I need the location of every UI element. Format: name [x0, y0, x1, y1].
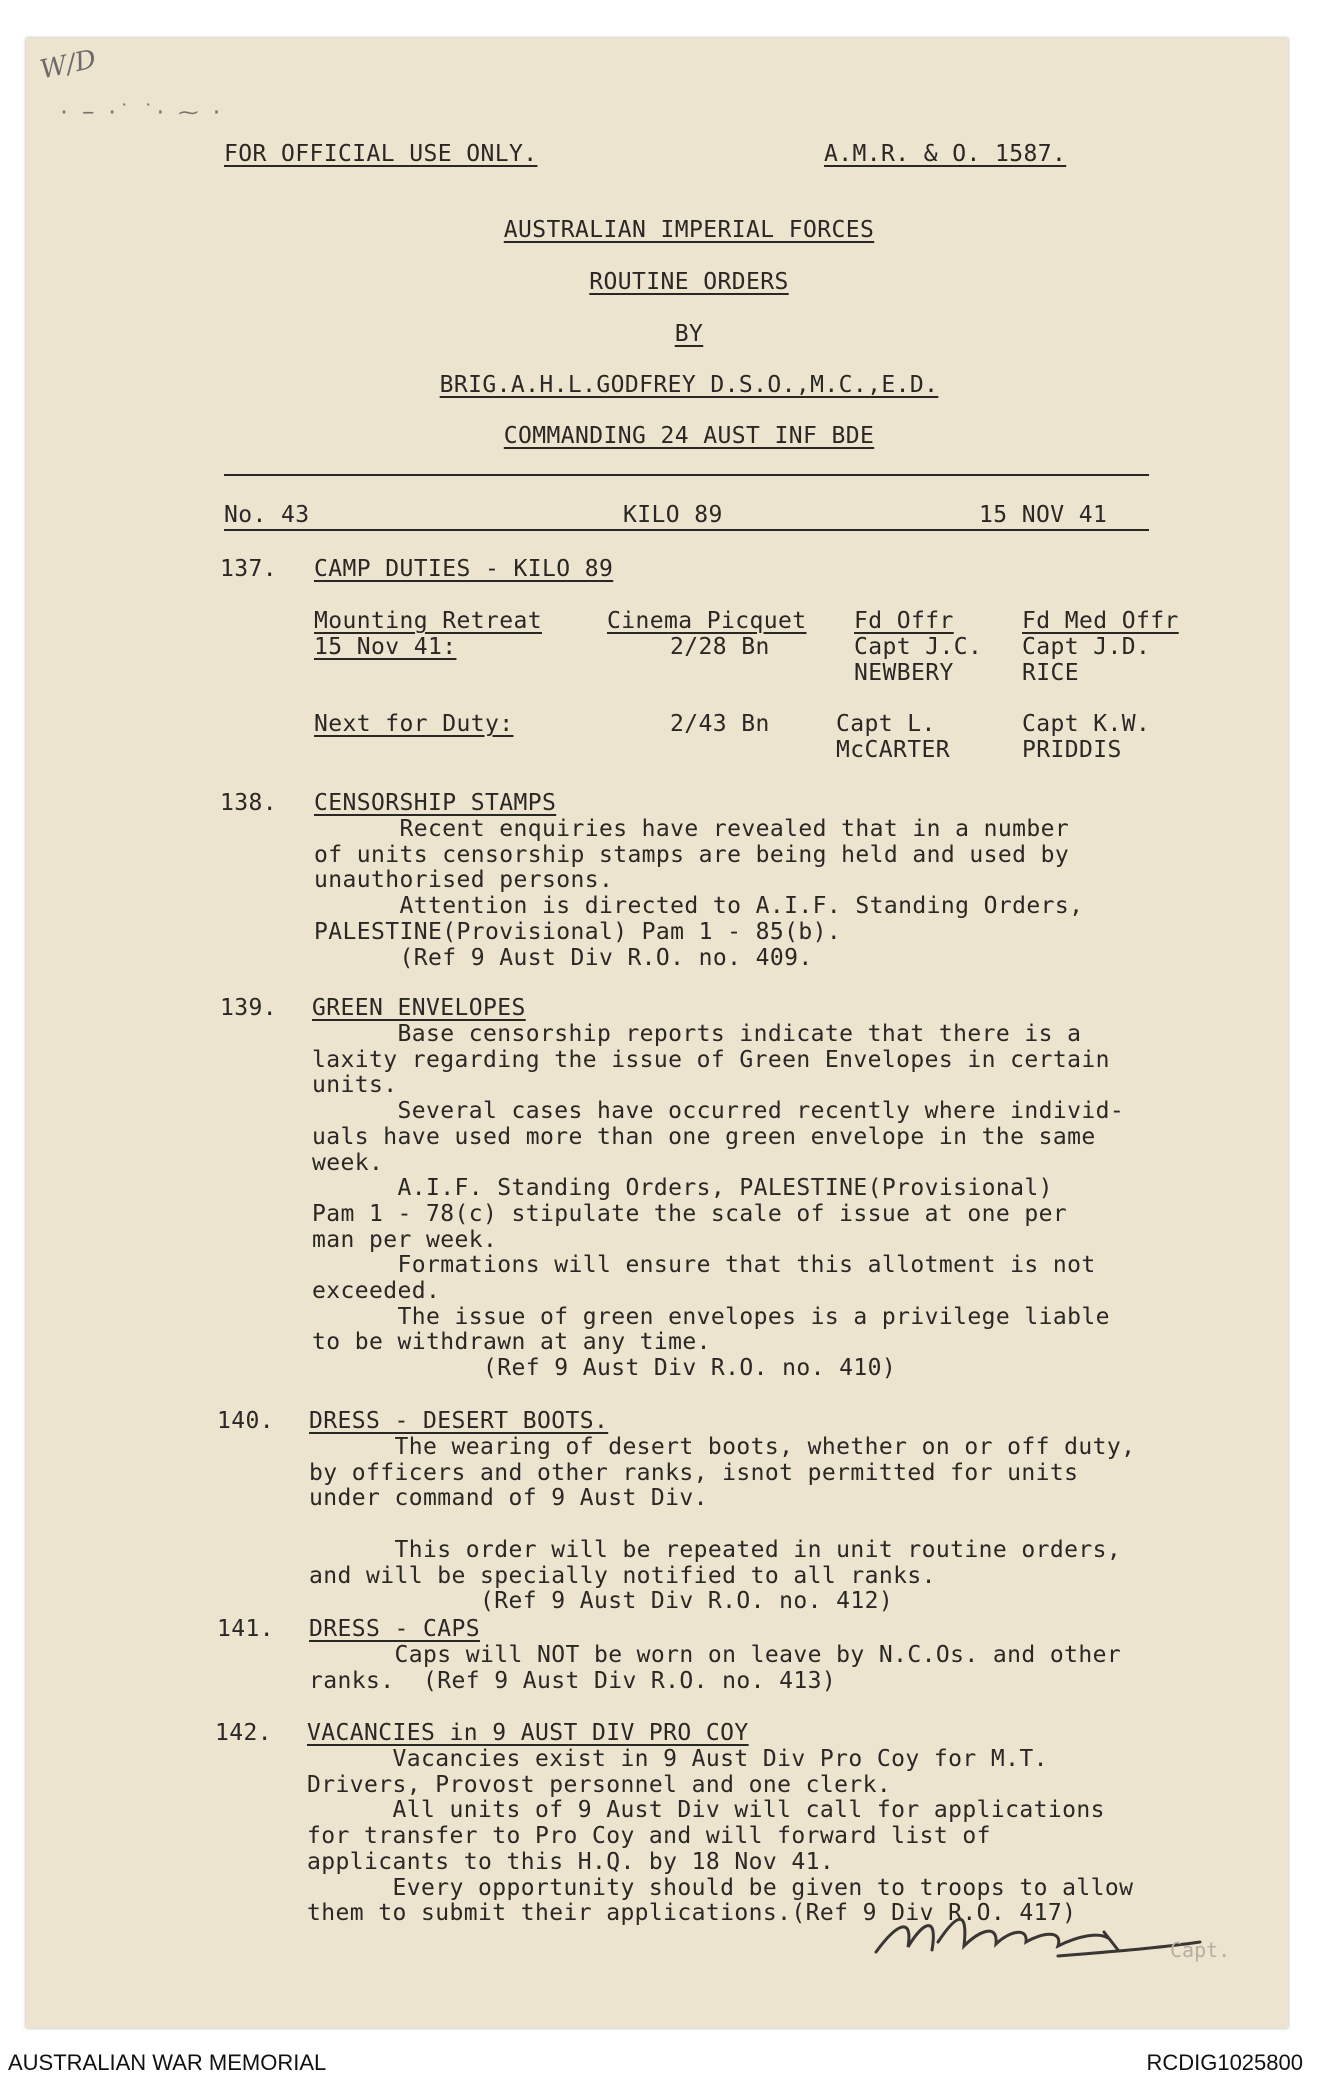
duty-header-fd-offr: Fd Offr	[854, 608, 954, 634]
duty-header-retreat: Mounting Retreat	[314, 608, 542, 634]
order-reference: A.M.R. & O. 1587.	[824, 141, 1067, 167]
title-line-2: ROUTINE ORDERS	[589, 269, 789, 295]
title-line-3: BY	[674, 321, 704, 347]
order-137-title: CAMP DUTIES - KILO 89	[314, 556, 614, 582]
order-139-body: Base censorship reports indicate that there is a laxity regarding the issue of Green Envelopes in certain units. Several cases have occurred recently where individ- uals have used more than one green envelope in the same week. A.I.F. Standing Orders, PALESTINE(Provisional) Pam 1 - 78(c) stipulate the scale of issue at one per man per week. Formations will ensure that this allotment is not exceeded. The issue of green envelopes is a privilege liable to be withdrawn at any time. (Ref 9 Aust Div R.O. no. 410)	[312, 1021, 1125, 1382]
order-139-title: GREEN ENVELOPES	[312, 995, 526, 1021]
divider-rule	[224, 474, 1149, 476]
order-139-number: 139.	[220, 995, 277, 1021]
duty-row-1-fd-med-offr: Capt J.D. RICE	[1022, 634, 1151, 686]
duty-row-2-picquet: 2/43 Bn	[670, 711, 770, 737]
title-line-4: BRIG.A.H.L.GODFREY D.S.O.,M.C.,E.D.	[439, 372, 939, 398]
stamp-smudge: · − ·˙ ˙· ⁓ ·	[58, 100, 223, 124]
info-underline	[224, 529, 1149, 531]
order-140-number: 140.	[217, 1408, 274, 1434]
order-137-number: 137.	[220, 556, 277, 582]
order-140-title: DRESS - DESERT BOOTS.	[309, 1408, 609, 1434]
order-138-body: Recent enquiries have revealed that in a number of units censorship stamps are being held and used by unauthorised persons. Attention is directed to A.I.F. Standing Orders, PALESTINE(Provisional) Pam 1 - 85(b). (Ref 9 Aust Div R.O. no. 409.	[314, 816, 1084, 971]
duty-row-2-label: Next for Duty:	[314, 711, 514, 737]
duty-header-fd-med-offr: Fd Med Offr	[1022, 608, 1179, 634]
order-138-title: CENSORSHIP STAMPS	[314, 790, 557, 816]
order-date: 15 NOV 41	[979, 502, 1108, 528]
order-141-number: 141.	[217, 1616, 274, 1642]
capt-annotation: Capt.	[1170, 1938, 1231, 1962]
duty-header-picquet: Cinema Picquet	[607, 608, 807, 634]
order-141-title: DRESS - CAPS	[309, 1616, 480, 1642]
duty-row-2-fd-offr: Capt L. McCARTER	[836, 711, 950, 763]
order-140-body: The wearing of desert boots, whether on or off duty, by officers and other ranks, isnot permitted for units under command of 9 Aust Div. This order will be repeated in unit routine orders, and will be specially notified to all ranks. (Ref 9 Aust Div R.O. no. 412)	[309, 1434, 1136, 1615]
signature	[868, 1902, 1208, 1972]
duty-row-2-fd-med-offr: Capt K.W. PRIDDIS	[1022, 711, 1151, 763]
footer-item-id: RCDIG1025800	[1146, 2050, 1303, 2075]
title-line-5: COMMANDING 24 AUST INF BDE	[503, 423, 875, 449]
order-142-title: VACANCIES in 9 AUST DIV PRO COY	[307, 1720, 749, 1746]
duty-row-1-label: 15 Nov 41:	[314, 634, 457, 660]
title-line-1: AUSTRALIAN IMPERIAL FORCES	[503, 217, 875, 243]
order-142-body: Vacancies exist in 9 Aust Div Pro Coy for M.T. Drivers, Provost personnel and one clerk. All units of 9 Aust Div will call for applications for transfer to Pro Coy and will forward list of applicants to this H.Q. by 18 Nov 41. Every opportunity should be given to troops to allow them to submit their applications.(Ref 9 Div R.O. 417)	[307, 1746, 1134, 1927]
order-141-body: Caps will NOT be worn on leave by N.C.Os. and other ranks. (Ref 9 Aust Div R.O. no. 413)	[309, 1642, 1122, 1694]
order-number: No. 43	[224, 502, 310, 528]
official-use-heading: FOR OFFICIAL USE ONLY.	[224, 141, 538, 167]
pencil-annotation: W/D	[37, 44, 99, 86]
duty-row-1-picquet: 2/28 Bn	[670, 634, 770, 660]
order-place: KILO 89	[623, 502, 723, 528]
footer-archive-name: AUSTRALIAN WAR MEMORIAL	[8, 2050, 327, 2075]
order-142-number: 142.	[215, 1720, 272, 1746]
duty-row-1-fd-offr: Capt J.C. NEWBERY	[854, 634, 983, 686]
order-138-number: 138.	[220, 790, 277, 816]
